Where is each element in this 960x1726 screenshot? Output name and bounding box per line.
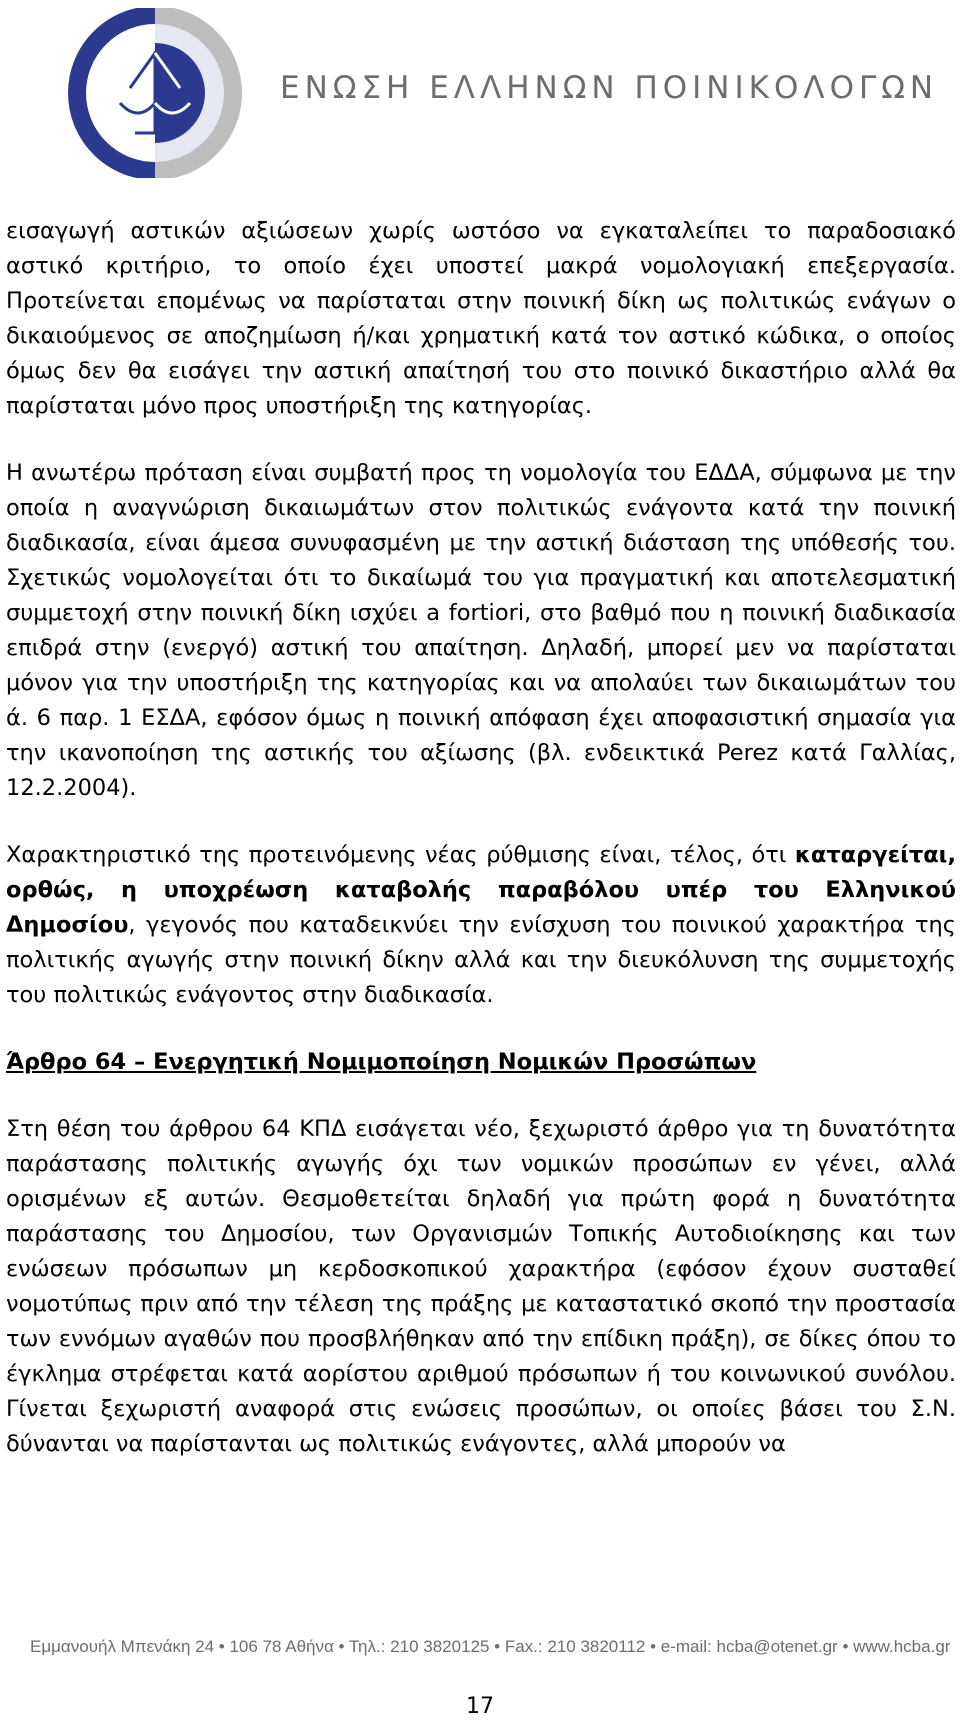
bold-emphasis: καταργείται, ορθώς, η υποχρέωση καταβολής παραβόλου υπέρ του Ελληνικού Δημοσίου <box>6 842 956 938</box>
paragraph-text: , γεγονός που καταδεικνύει την ενίσχυση του ποινικού χαρακτήρα της πολιτικής αγωγής στην ποινική δίκην αλλά και την διευκόλυνση της συμμετοχής του πολιτικώς ενάγοντος στην διαδικασία. <box>6 912 956 1008</box>
letterhead <box>60 8 940 178</box>
footer-address: Εμμανουήλ Μπενάκη 24 • 106 78 Αθήνα • Τηλ.: 210 3820125 • Fax.: 210 3820112 • e-mail: hcba@otenet.gr • www.hcba.gr <box>30 1637 951 1656</box>
document-body <box>6 214 956 1462</box>
association-logo <box>60 8 250 178</box>
paragraph-text: Χαρακτηριστικό της προτεινόμενης νέας ρύθμισης είναι, τέλος, ότι <box>6 842 795 868</box>
organization-name: ΕΝΩΣΗ ΕΛΛΗΝΩΝ ΠΟΙΝΙΚΟΛΟΓΩΝ <box>280 70 939 106</box>
paragraph: εισαγωγή αστικών αξιώσεων χωρίς ωστόσο να εγκαταλείπει το παραδοσιακό αστικό κριτήριο, το οποίο έχει υποστεί μακρά νομολογιακή επεξεργασία. Προτείνεται επομένως να παρίσταται στην ποινική δίκη ως πολιτικώς ενάγων ο δικαιούμενος σε αποζημίωση ή/και χρηματική κατά τον αστικό κώδικα, ο οποίος όμως δεν θα εισάγει την αστική απαίτησή του στο ποινικό δικαστήριο αλλά θα παρίσταται μόνο προς υποστήριξη της κατηγορίας. <box>6 218 956 419</box>
paragraph: Η ανωτέρω πρόταση είναι συμβατή προς τη νομολογία του ΕΔΔΑ, σύμφωνα με την οποία η αναγνώριση δικαιωμάτων στον πολιτικώς ενάγοντα κατά την ποινική διαδικασία, είναι άμεσα συνυφασμένη με την αστική διάσταση της υπόθεσής του. Σχετικώς νομολογείται ότι το δικαίωμά του για πραγματική και αποτελεσματική συμμετοχή στην ποινική δίκη ισχύει a fortiori, στο βαθμό που η ποινική διαδικασία επιδρά στην (ενεργό) αστική του απαίτηση. Δηλαδή, μπορεί μεν να παρίσταται μόνον για την υποστήριξη της κατηγορίας και να απολαύει των δικαιωμάτων του ά. 6 παρ. 1 ΕΣΔΑ, εφόσον όμως η ποινική απόφαση έχει αποφασιστική σημασία για την ικανοποίηση της αστικής του αξίωσης (βλ. ενδεικτικά Perez κατά Γαλλίας, 12.2.2004). <box>6 460 956 801</box>
page-number: 17 <box>466 1694 494 1719</box>
paragraph: Στη θέση του άρθρου 64 ΚΠΔ εισάγεται νέο, ξεχωριστό άρθρο για τη δυνατότητα παράστασης πολιτικής αγωγής όχι των νομικών προσώπων εν γένει, αλλά ορισμένων εξ αυτών. Θεσμοθετείται δηλαδή για πρώτη φορά η δυνατότητα παράστασης του Δημοσίου, των Οργανισμών Τοπικής Αυτοδιοίκησης και των ενώσεων πρόσωπων μη κερδοσκοπικού χαρακτήρα (εφόσον έχουν συσταθεί νομοτύπως πριν από την τέλεση της πράξης με καταστατικό σκοπό την προστασία των εννόμων αγαθών που προσβλήθηκαν από την επίδικη πράξη), σε δίκες όπου το έγκλημα στρέφεται κατά αορίστου αριθμού πρόσωπων ή του κοινωνικού συνόλου. Γίνεται ξεχωριστή αναφορά στις ενώσεις προσώπων, οι οποίες βάσει του Σ.Ν. δύνανται να παρίστανται ως πολιτικώς ενάγοντες, αλλά μπορούν να <box>6 1116 956 1457</box>
section-heading: Άρθρο 64 – Ενεργητική Νομιμοποίηση Νομικών Προσώπων <box>6 1049 757 1075</box>
paragraph <box>6 838 956 1013</box>
